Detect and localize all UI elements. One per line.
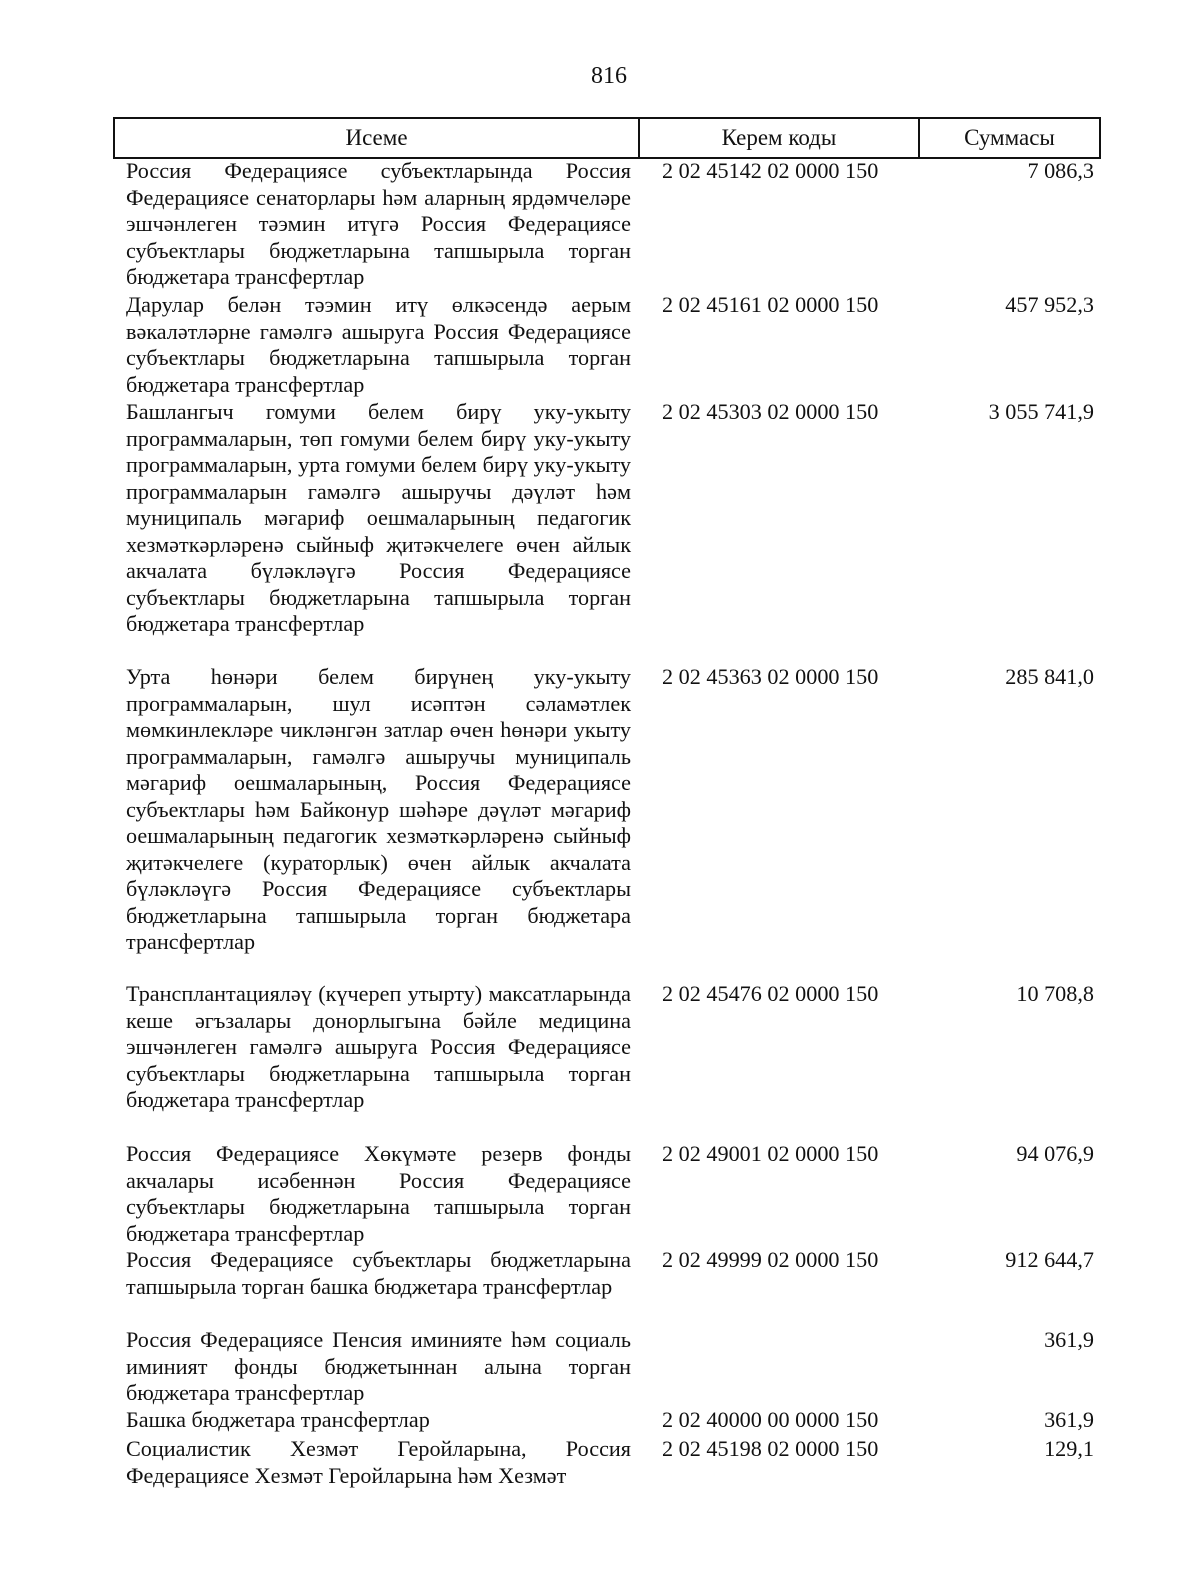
row-amount: 129,1: [1044, 1436, 1094, 1461]
row-name: Россия Федерациясе Пенсия иминияте һәм социаль иминият фонды бюджетыннан алына торган бюджетара трансфертлар: [126, 1327, 631, 1405]
row-name: Башлангыч гомуми белем бирү уку-укыту программаларын, төп гомуми белем бирү уку-укыту программаларын, урта гомуми белем бирү уку-укыту программаларын гамәлгә ашыручы дәүләт һәм муниципаль мәгариф оешмаларының педагогик хезмәткәрләренә сыйныф җитәкчелеге өчен айлык акчалата бүләкләүгә Россия Федерациясе субъектлары бюджетларына тапшырыла торган бюджетара трансфертлар: [126, 399, 631, 636]
page-number: 816: [591, 63, 627, 89]
row-amount: 3 055 741,9: [988, 399, 1094, 424]
row-name: Башка бюджетара трансфертлар: [126, 1407, 430, 1432]
row-name: Урта һөнәри белем бирүнең уку-укыту программаларын, шул исәптән сәламәтлек мөмкинлекләре чикләнгән затлар өчен һөнәри укыту программаларын, гамәлгә ашыручы муниципаль мәгариф оешмаларының, Россия Федерациясе субъектлары һәм Байконур шәһәре дәүләт мәгариф оешмаларының педагогик хезмәткәрләренә сыйныф җитәкчелеге (кураторлык) өчен айлык акчалата бүләкләүгә Россия Федерациясе субъектлары бюджетларына тапшырыла торган бюджетара трансфертлар: [126, 664, 631, 954]
row-amount: 457 952,3: [1005, 292, 1094, 317]
row-amount: 361,9: [1044, 1327, 1094, 1352]
row-code: 2 02 45198 02 0000 150: [662, 1436, 879, 1461]
row-amount: 361,9: [1044, 1407, 1094, 1432]
row-code: 2 02 49001 02 0000 150: [662, 1141, 879, 1166]
header-name: Исеме: [115, 119, 640, 157]
header-code: Керем коды: [640, 119, 920, 157]
row-amount: 7 086,3: [1027, 158, 1094, 183]
row-code: 2 02 49999 02 0000 150: [662, 1247, 879, 1272]
row-code: 2 02 40000 00 0000 150: [662, 1407, 879, 1432]
row-name: Россия Федерациясе субъектларында Россия Федерациясе сенаторлары һәм аларның ярдәмчеләре эшчәнлеген тәэмин итүгә Россия Федерациясе субъектлары бюджетларына тапшырыла торган бюджетара трансфертлар: [126, 158, 631, 289]
row-amount: 912 644,7: [1005, 1247, 1094, 1272]
row-name: Россия Федерациясе Хөкүмәте резерв фонды акчалары исәбеннән Россия Федерациясе субъектлары бюджетларына тапшырыла торган бюджетара трансфертлар: [126, 1141, 631, 1246]
row-amount: 10 708,8: [1016, 981, 1094, 1006]
row-code: 2 02 45476 02 0000 150: [662, 981, 879, 1006]
row-code: 2 02 45303 02 0000 150: [662, 399, 879, 424]
row-name: Социалистик Хезмәт Геройларына, Россия Федерациясе Хезмәт Геройларына һәм Хезмәт: [126, 1436, 631, 1488]
table-header: [113, 117, 1101, 159]
header-sum: Суммасы: [964, 125, 1055, 150]
row-name: Дарулар белән тәэмин итү өлкәсендә аерым вәкаләтләрне гамәлгә ашыруга Россия Федерациясе субъектлары бюджетларына тапшырыла торган бюджетара трансфертлар: [126, 292, 631, 397]
row-amount: 94 076,9: [1016, 1141, 1094, 1166]
row-name: Россия Федерациясе субъектлары бюджетларына тапшырыла торган башка бюджетара трансфертлар: [126, 1247, 631, 1299]
row-code: 2 02 45161 02 0000 150: [662, 292, 879, 317]
row-code: 2 02 45142 02 0000 150: [662, 158, 879, 183]
row-name: Трансплантацияләү (күчереп утырту) максатларында кеше әгъзалары донорлыгына бәйле медицина эшчәнлеген гамәлгә ашыруга Россия Федерациясе субъектлары бюджетларына тапшырыла торган бюджетара трансфертлар: [126, 981, 631, 1112]
row-amount: 285 841,0: [1005, 664, 1094, 689]
row-code: 2 02 45363 02 0000 150: [662, 664, 879, 689]
